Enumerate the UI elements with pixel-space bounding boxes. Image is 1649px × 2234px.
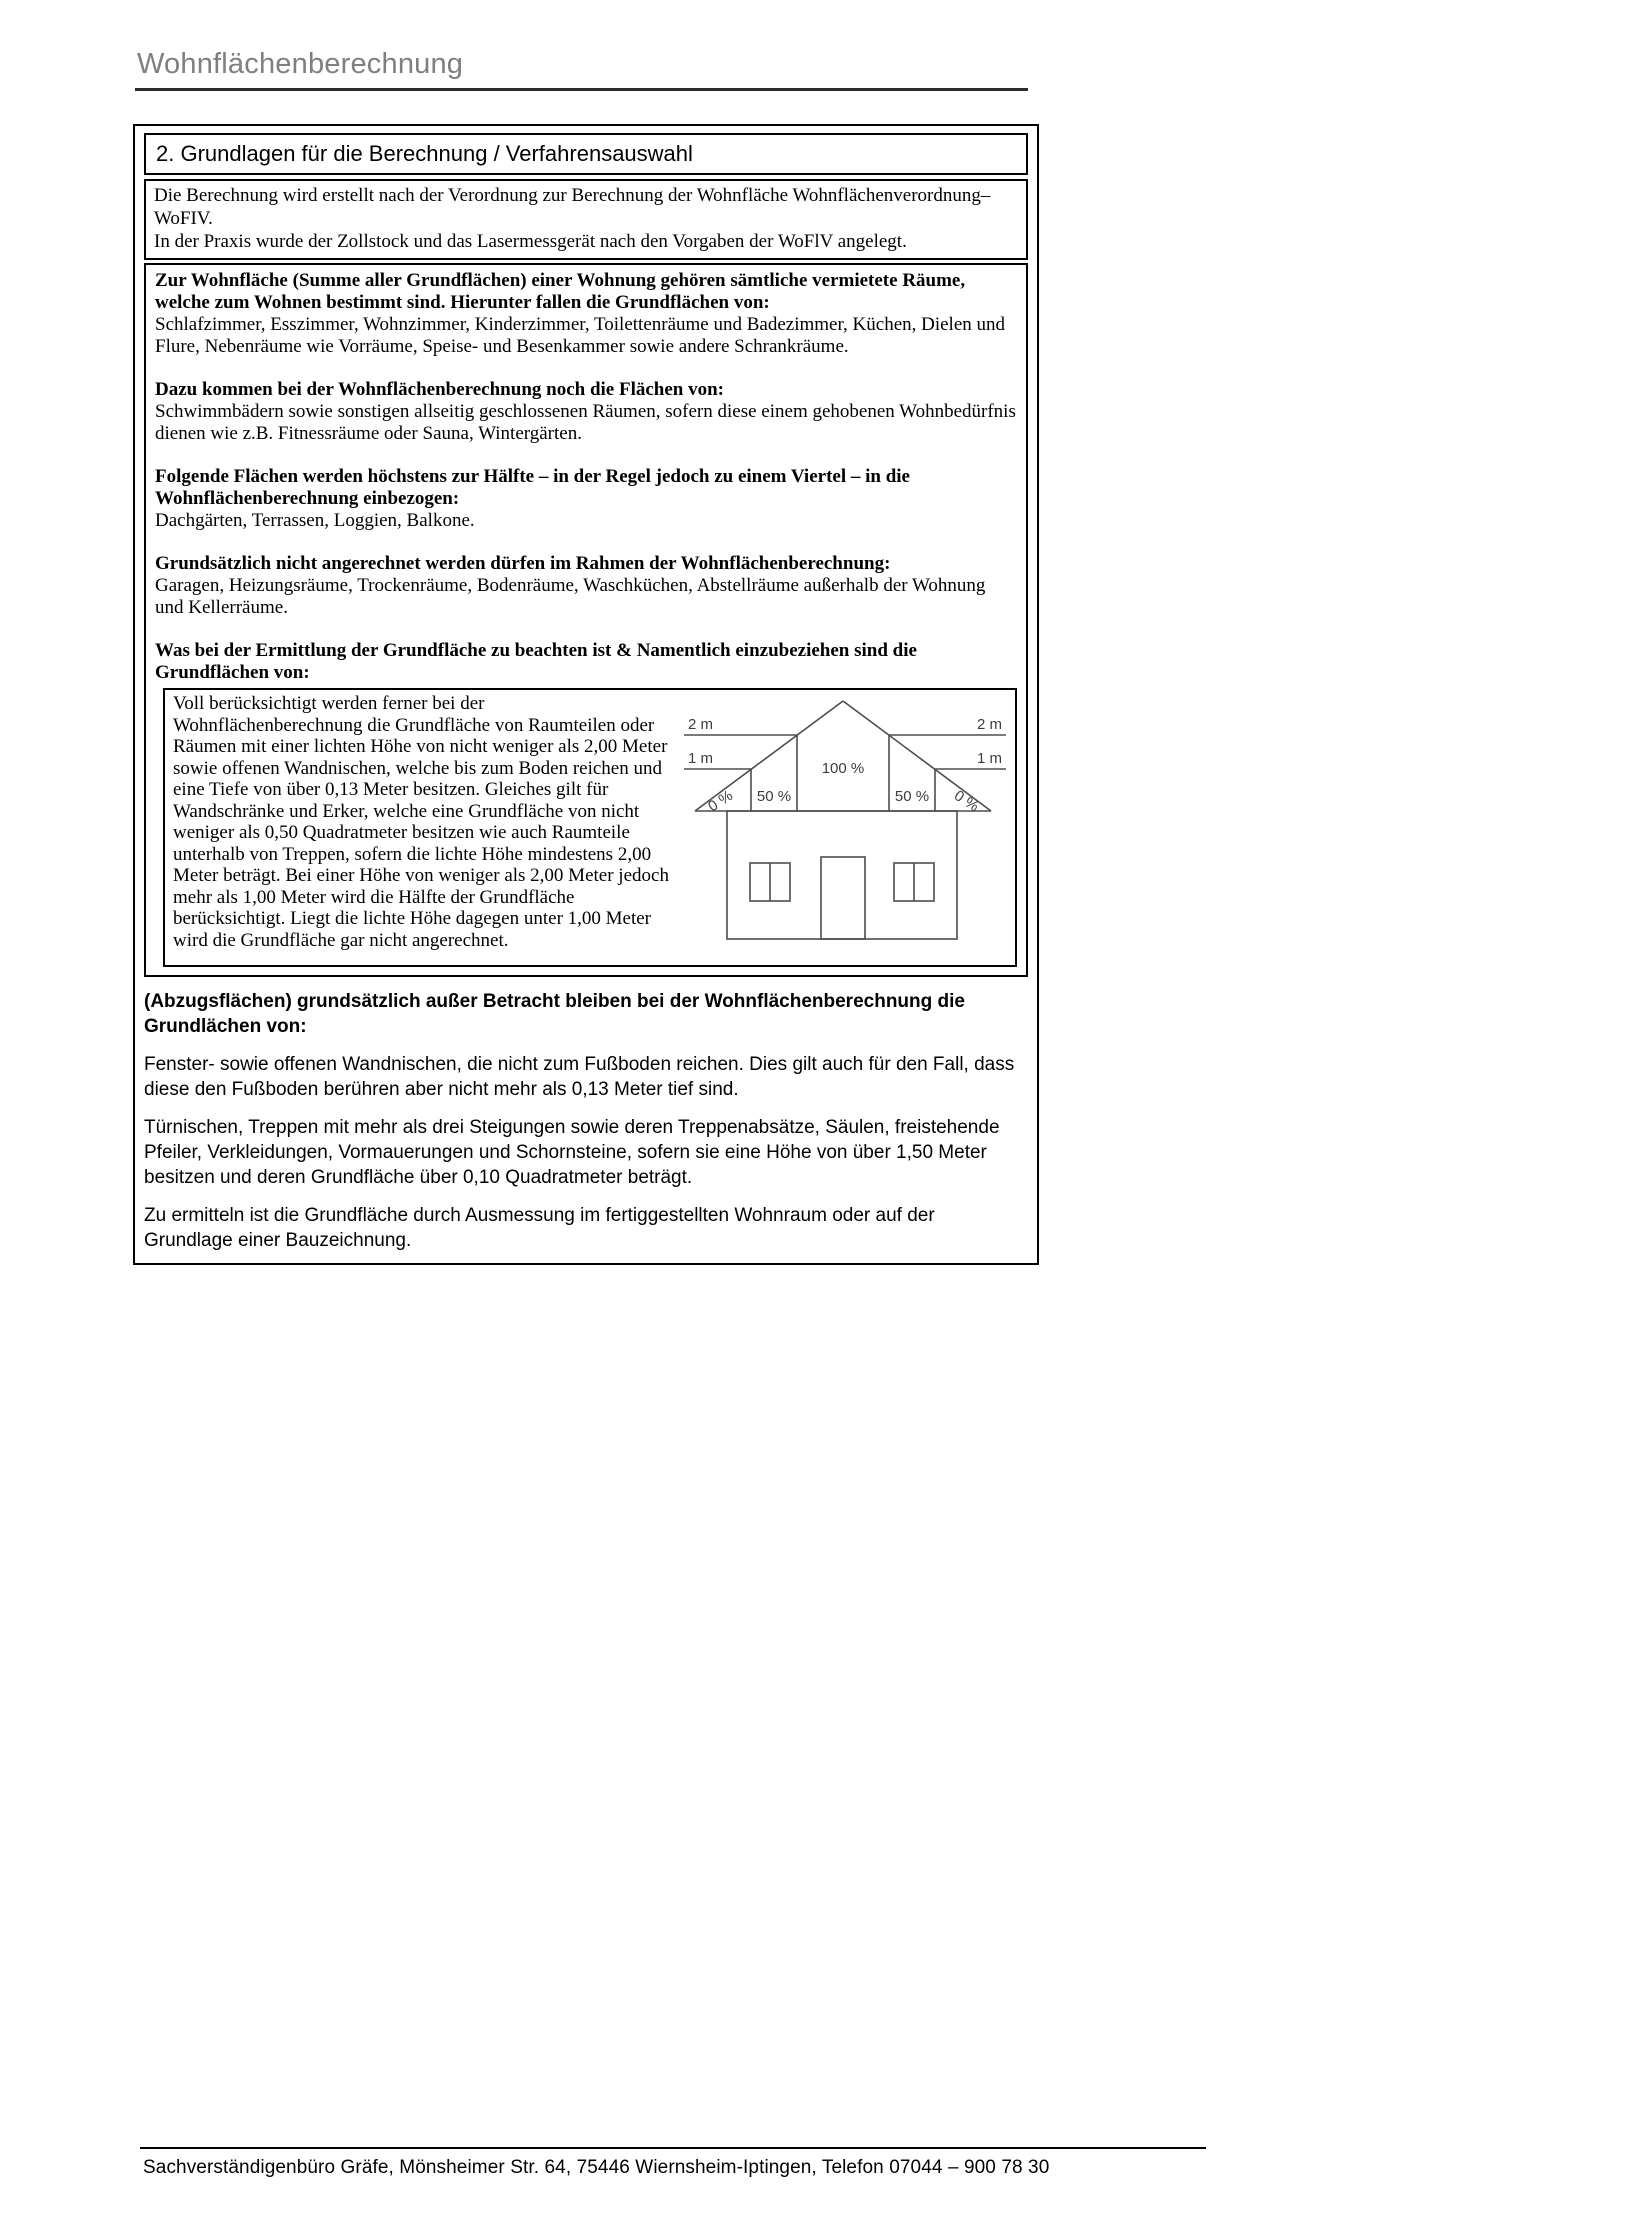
rule-body: Schwimmbädern sowie sonstigen allseitig geschlossenen Räumen, sofern diese einem gehobenen Wohnbedürfnis dienen wie z.B. Fitnessräume oder Sauna, Wintergärten. bbox=[155, 401, 1016, 444]
house-body bbox=[727, 811, 957, 939]
rule-body: Schlafzimmer, Esszimmer, Wohnzimmer, Kinderzimmer, Toilettenräume und Badezimmer, Küchen, Dielen und Flure, Nebenräume wie Vorräume, Speise- und Besenkammer sowie andere Schrankräume. bbox=[155, 314, 1006, 357]
footer-contact: Sachverständigenbüro Gräfe, Mönsheimer Str. 64, 75446 Wiernsheim-Iptingen, Telefon 07044 – 900 78 30 bbox=[143, 2157, 1050, 2178]
detail-text: Voll berücksichtigt werden ferner bei der Wohnflächenberechnung die Grundfläche von Raumteilen oder Räumen mit einer lichten Höhe von nicht weniger als 2,00 Meter sowie offenen Wandnischen, welche bis zum Boden reichen und eine Tiefe von über 0,13 Meter besitzen. Gleiches gilt für Wandschränke und Erker, welche eine Grundfläche von nicht weniger als 0,50 Quadratmeter besitzen wie auch Raumteile unterhalb von Treppen, sofern die lichte Höhe mindestens 2,00 Meter beträgt. Bei einer Höhe von weniger als 2,00 Meter jedoch mehr als 1,00 Meter wird die Hälfte der Grundfläche berücksichtigt. Liegt die lichte Höhe dagegen unter 1,00 Meter wird die Grundfläche gar nicht angerechnet. bbox=[173, 693, 669, 951]
rule-half-areas bbox=[155, 466, 1017, 532]
detail-box bbox=[163, 688, 1017, 967]
rule-excluded-areas bbox=[155, 553, 1017, 619]
label-2m-right: 2 m bbox=[977, 716, 1003, 733]
rule-body: Garagen, Heizungsräume, Trockenräume, Bodenräume, Waschküchen, Abstellräume außerhalb der Wohnung und Kellerräume. bbox=[155, 575, 986, 618]
rule-additional-areas bbox=[155, 379, 1017, 445]
rule-heading: Zur Wohnfläche (Summe aller Grundflächen) einer Wohnung gehören sämtliche vermietete Räume, welche zum Wohnen bestimmt sind. Hierunter fallen die Grundflächen von: bbox=[155, 270, 966, 313]
page-title: Wohnflächenberechnung bbox=[137, 48, 464, 80]
rule-body: Dachgärten, Terrassen, Loggien, Balkone. bbox=[155, 510, 475, 531]
roof-height-diagram bbox=[680, 693, 1010, 959]
deduction-paragraph-windows: Fenster- sowie offenen Wandnischen, die nicht zum Fußboden reichen. Dies gilt auch für den Fall, dass diese den Fußboden berühren aber nicht mehr als 0,13 Meter tief sind. bbox=[144, 1054, 1015, 1100]
deduction-paragraph-measuring: Zu ermitteln ist die Grundfläche durch Ausmessung im fertiggestellten Wohnraum oder auf der Grundlage einer Bauzeichnung. bbox=[144, 1205, 935, 1251]
rule-heading: Grundsätzlich nicht angerechnet werden dürfen im Rahmen der Wohnflächenberechnung: bbox=[155, 553, 891, 574]
intro-box bbox=[144, 179, 1028, 260]
label-1m-right: 1 m bbox=[977, 750, 1003, 767]
rule-heading: Folgende Flächen werden höchstens zur Hälfte – in der Regel jedoch zu einem Viertel – in die Wohnflächenberechnung einbezogen: bbox=[155, 466, 910, 509]
measurement-heading: Was bei der Ermittlung der Grundfläche zu beachten ist & Namentlich einzubeziehen sind die Grundflächen von: bbox=[155, 640, 917, 683]
section-frame bbox=[133, 124, 1039, 1265]
label-50-percent-left: 50 % bbox=[756, 788, 792, 805]
label-50-percent-right: 50 % bbox=[894, 788, 930, 805]
label-100-percent: 100 % bbox=[821, 760, 865, 777]
intro-line-1: Die Berechnung wird erstellt nach der Verordnung zur Berechnung der Wohnfläche Wohnflächenverordnung– WoFIV. bbox=[154, 185, 991, 229]
rule-heading: Dazu kommen bei der Wohnflächenberechnung noch die Flächen von: bbox=[155, 379, 725, 400]
label-1m-left: 1 m bbox=[688, 750, 714, 767]
rule-living-area bbox=[155, 270, 1017, 358]
label-0-percent-left: 0 % bbox=[705, 787, 737, 816]
deduction-paragraph-niches: Türnischen, Treppen mit mehr als drei Steigungen sowie deren Treppenabsätze, Säulen, freistehende Pfeiler, Verkleidungen, Vormauerungen und Schornsteine, sofern sie eine Höhe von über 1,50 Meter besitzen und deren Grundfläche über 0,10 Quadratmeter beträgt. bbox=[144, 1117, 1000, 1188]
title-underline bbox=[135, 88, 1028, 91]
rules-box bbox=[144, 263, 1028, 977]
intro-line-2: In der Praxis wurde der Zollstock und das Lasermessgerät nach den Vorgaben der WoFlV angelegt. bbox=[154, 231, 907, 252]
label-2m-left: 2 m bbox=[688, 716, 714, 733]
label-0-percent-right: 0 % bbox=[950, 787, 982, 816]
section-heading: 2. Grundlagen für die Berechnung / Verfahrensauswahl bbox=[144, 133, 1028, 175]
deductions-heading: (Abzugsflächen) grundsätzlich außer Betracht bleiben bei der Wohnflächenberechnung die Grundlächen von: bbox=[144, 991, 965, 1037]
footer-divider bbox=[140, 2147, 1206, 2149]
house-door bbox=[821, 857, 865, 939]
house-diagram-svg bbox=[680, 697, 1010, 959]
measurement-note bbox=[155, 640, 1017, 684]
